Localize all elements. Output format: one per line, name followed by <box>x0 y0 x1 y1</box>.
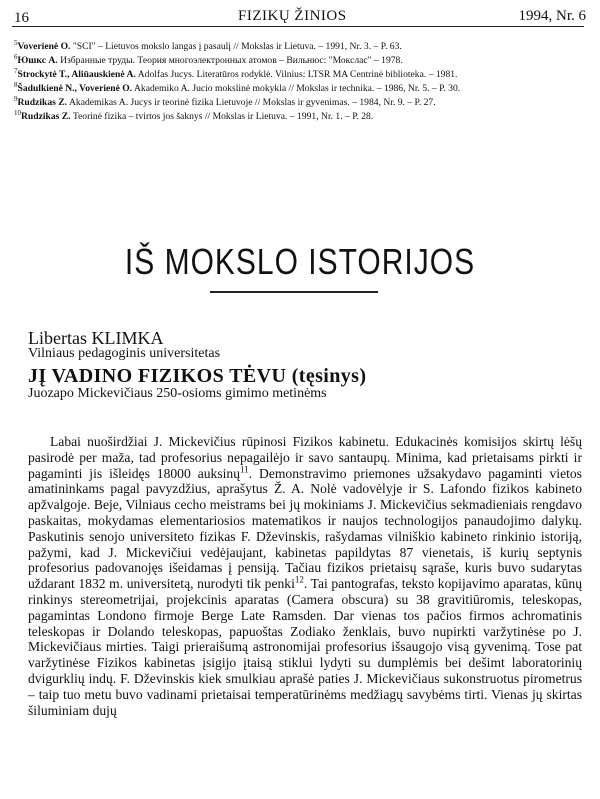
reference-item <box>14 96 588 109</box>
journal-title: FIZIKŲ ŽINIOS <box>238 8 347 24</box>
author-affiliation: Vilniaus pedagoginis universitetas <box>28 346 221 361</box>
article-subtitle: Juozapo Mickevičiaus 250-osioms gimimo metinėms <box>28 386 327 401</box>
reference-text: Akademikas A. Jucys ir teorinė fizika Lietuvoje // Mokslas ir gyvenimas. – 1984, Nr. 9. – P. 27. <box>67 97 436 108</box>
body-text-segment: . Tai pantografas, teksto kopijavimo aparatas, kūnų rinkinys stereometrijai, projekcinis aparatas (Camera obscura) su 38 gravitiūromis, teleskopas, pagamintas Londono firmoje Berge Late Ramsden. Dar vienas tos pačios firmos achromatinis teleskopas ir Dolando teleskopas, papuoštas Zodiako ženklais, buvo nupirkti varžytinėse po J. Mickevičiaus mirties. Taigi prieraišumą astronomijai profesorius išsaugojo visą gyvenimą. Tose pat varžytinėse Fizikos kabinetas įsigijo įtaisą stiklui lydyti su dumplėmis bei dešimt laboratorinių dvigurklių indų. F. Dževinskis kiek smulkiau aprašė paties J. Mickevičiaus sukonstruotus pirometrus – taip tuo metu buvo vadinami prietaisai temperatūrinėms medžiagų savybėms tirti. Vienas jų skirtas šiluminiam dujų <box>28 576 582 718</box>
footnote-marker: 12 <box>294 574 304 585</box>
reference-number: 6 <box>14 52 18 61</box>
reference-number: 8 <box>14 80 18 89</box>
reference-author: Rudzikas Z. <box>21 111 71 122</box>
reference-author: Rudzikas Z. <box>17 97 68 108</box>
reference-author: Voverienė O. <box>17 41 71 52</box>
reference-number: 7 <box>14 66 18 75</box>
page-number: 16 <box>14 10 29 26</box>
reference-item <box>14 82 588 95</box>
reference-item <box>14 68 588 81</box>
reference-text: Teorinė fizika – tvirtos jos šaknys // Mokslas ir Lietuva. – 1991, Nr. 1. – P. 28. <box>70 111 374 122</box>
header-rule <box>12 26 584 27</box>
section-title: IŠ MOKSLO ISTORIJOS <box>124 242 476 283</box>
reference-author: Юшкс А. <box>17 55 58 66</box>
issue-info: 1994, Nr. 6 <box>518 8 586 24</box>
article-title: JĮ VADINO FIZIKOS TĖVU (tęsinys) <box>28 365 367 387</box>
reference-list <box>14 40 588 124</box>
article-heading <box>28 329 588 401</box>
reference-item <box>14 40 588 53</box>
body-paragraph <box>28 434 582 718</box>
reference-text: Adolfas Jucys. Literatūros rodyklė. Vilnius: LTSR MA Centrinė biblioteka. – 1981. <box>135 69 458 80</box>
reference-text: Akademiko A. Jucio mokslinė mokykla // Mokslas ir technika. – 1986, Nr. 5. – P. 30. <box>132 83 461 94</box>
section-title-underline <box>210 291 378 293</box>
reference-number: 5 <box>14 38 18 47</box>
reference-item <box>14 110 588 123</box>
article-body <box>28 434 582 718</box>
reference-text: "SCI" – Lietuvos mokslo langas į pasaulį // Mokslas ir Lietuva. – 1991, Nr. 3. – P. 63. <box>70 41 402 52</box>
article-author: Libertas KLIMKA <box>28 328 164 348</box>
reference-author: Strockytė T., Aliūauskienė A. <box>17 69 136 80</box>
reference-number: 10 <box>14 108 21 117</box>
footnote-marker: 11 <box>240 464 249 475</box>
reference-author: Šadulkienė N., Voverienė O. <box>17 83 133 94</box>
reference-text: Избранные труды. Теория многоэлектронных атомов – Вильнюс: "Мокслас" – 1978. <box>57 55 403 66</box>
body-text-segment: . Demonstravimo priemones užsakydavo pagaminti vietos amatininkams pagal pavyzdžius, aprašytus Ž. A. Nolė vadovėlyje ir S. Lafondo fizikos kabineto apžvalgoje. Beje, Vilniaus cecho meistrams bei jų mokiniams J. Mickevičius sekmadieniais rengdavo paskaitas, mokydamas elementariosios matematikos ir naujos technologijos panaudojimo dalykų. Paskutinis senojo universiteto fizikas F. Dževinskis, rašydamas vilniškio kabineto rinkinio istoriją, pažymi, kad J. Mickevičiui vedėjaujant, kabinetas papildytas 87 vienetais, iš kurių septynis profesorius padovanojęs išeidamas į pensiją. Tačiau fizikos prietaisų sąraše, kuris buvo sudarytas uždarant 1832 m. universitetą, nurodyti tik penki <box>28 465 582 592</box>
reference-item <box>14 54 588 67</box>
reference-number: 9 <box>14 94 18 103</box>
body-text-segment: Labai nuoširdžiai J. Mickevičius rūpinosi Fizikos kabinetu. Edukacinės komisijos skirtų lėšų pasirodė per maža, tad profesorius nepagailėjo ir savo santaupų. Minima, kad prietaisams pirkti ir pagaminti jis išleidęs 18000 auksinų <box>28 434 582 481</box>
